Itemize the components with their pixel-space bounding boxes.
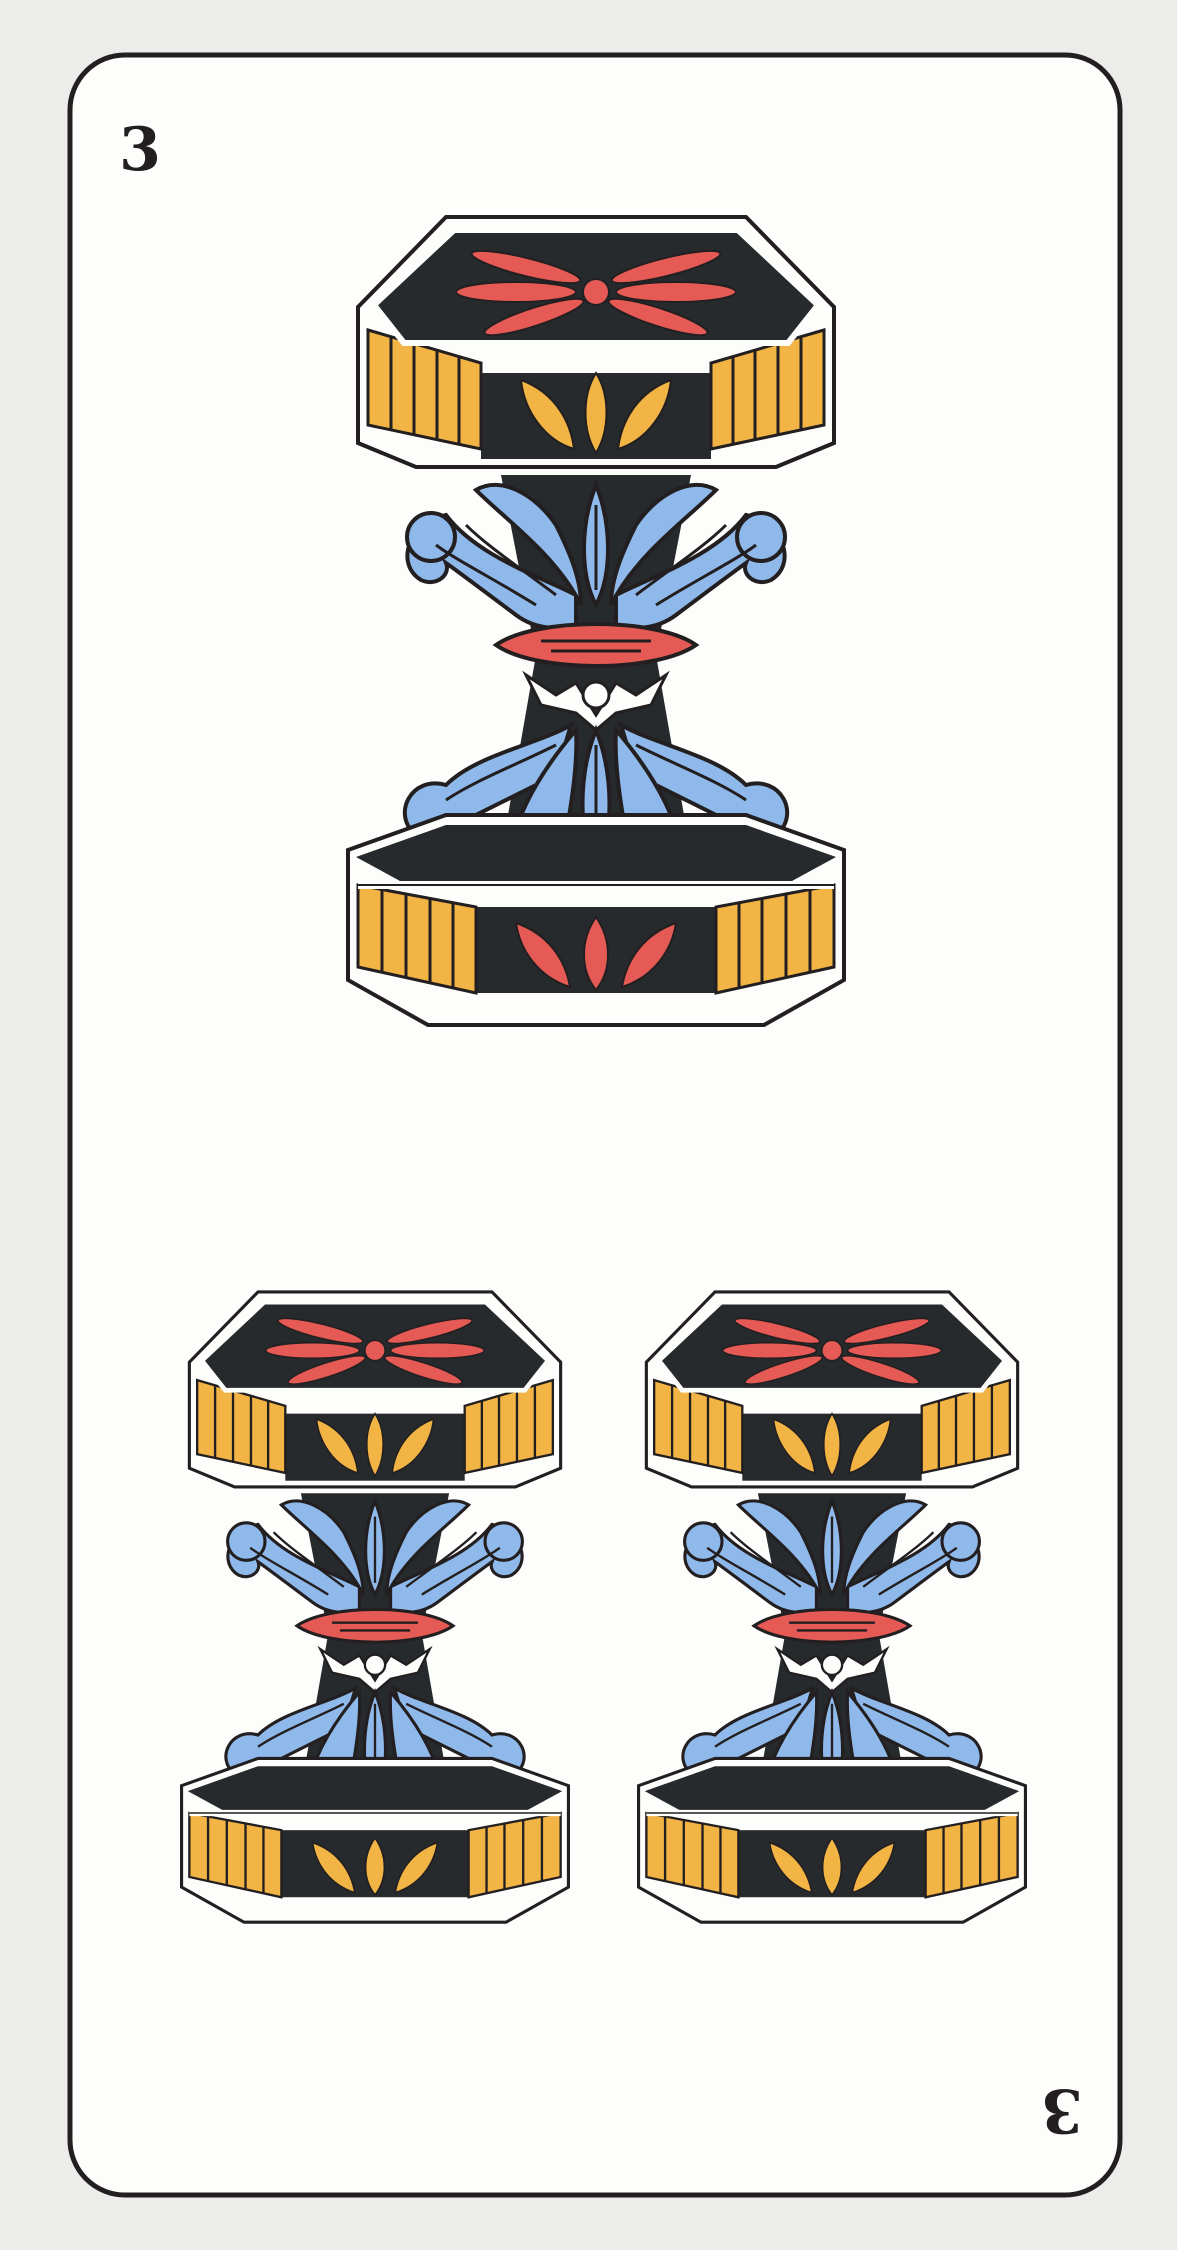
rank-top-left: 3: [119, 115, 161, 185]
rank-bottom-right: 3: [1041, 2075, 1083, 2145]
